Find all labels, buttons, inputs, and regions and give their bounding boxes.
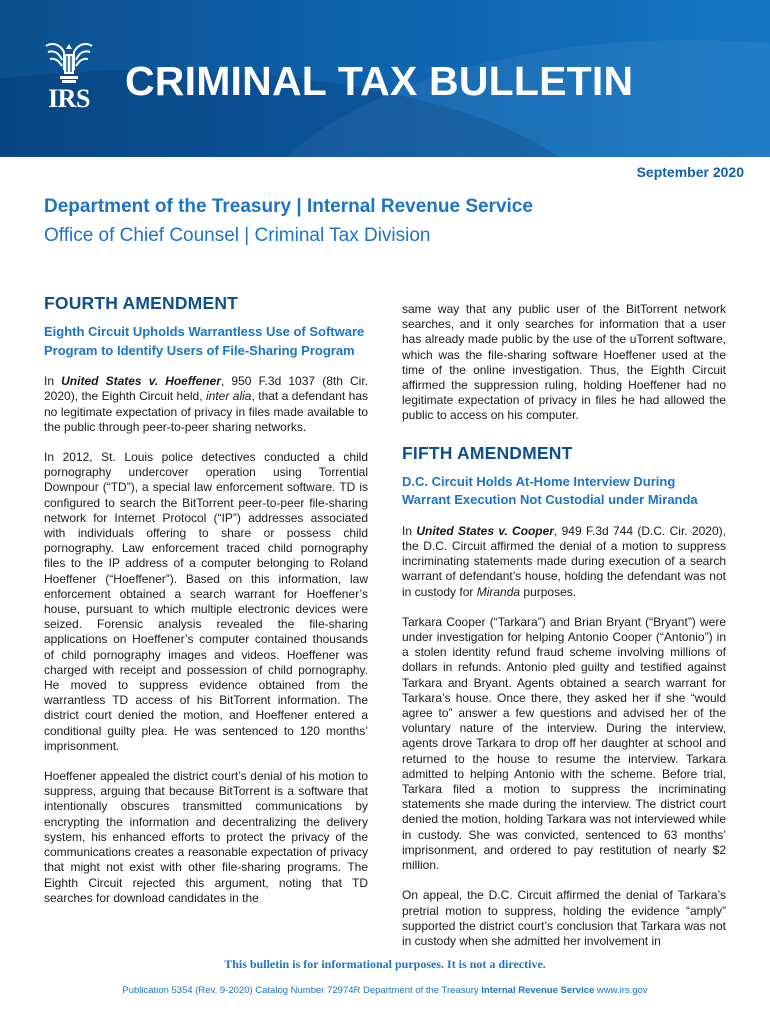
- logo-text: IRS: [48, 84, 90, 113]
- irs-logo: [40, 40, 98, 118]
- paragraph: same way that any public user of the BitTorrent network searches, and it only searches for information that a user has already made public by the use of the uTorrent software, which was the file-sharing software Hoeffener used at the time of the online investigation. Thus, the Eighth Circuit affirmed the suppression ruling, holding Hoeffener had no legitimate expectation of privacy in files he had allowed the public to access on his computer.: [402, 302, 726, 423]
- header-banner: [0, 0, 770, 157]
- paragraph: In 2012, St. Louis police detectives conducted a child pornography undercover operation using Torrential Downpour (“TD”), a special law enforcement software. TD is configured to search the BitTorrent peer-to-peer file-sharing network for Internet Protocol (“IP”) addresses associated with individuals offering to share or possess child pornography. Law enforcement traced child pornography files to the IP address of a computer belonging to Roland Hoeffener (“Hoeffener”). Based on this information, law enforcement obtained a search warrant for Hoeffener’s house, pursuant to which multiple electronic devices were seized. Forensic analysis revealed the file-sharing applications on Hoeffener’s computer contained thousands of child pornography images and videos. Hoeffener was charged with receipt and possession of child pornography. He moved to suppress evidence obtained from the warrantless TD access of his BitTorrent information. The district court denied the motion, and Hoeffener entered a conditional guilty plea. He was sentenced to 120 months’ imprisonment.: [44, 450, 368, 753]
- paragraph: In United States v. Cooper, 949 F.3d 744 (D.C. Cir. 2020), the D.C. Circuit affirmed the denial of a motion to suppress incriminating statements made during execution of a search warrant of defendant’s house, holding the defendant was not in custody for Miranda purposes.: [402, 523, 726, 599]
- case-name: United States v. Cooper: [416, 523, 554, 538]
- office-line: Office of Chief Counsel | Criminal Tax Division: [44, 225, 431, 246]
- paragraph: In United States v. Hoeffener, 950 F.3d 1037 (8th Cir. 2020), the Eighth Circuit held, inter alia, that a defendant has no legitimate expectation of privacy in files made available to the public through peer-to-peer sharing networks.: [44, 374, 368, 434]
- department-line: Department of the Treasury | Internal Revenue Service: [44, 196, 533, 217]
- left-column: [44, 293, 368, 921]
- section-title-fourth-amendment: FOURTH AMENDMENT: [44, 293, 239, 313]
- case-name: United States v. Hoeffener: [61, 374, 221, 389]
- paragraph: Tarkara Cooper (“Tarkara”) and Brian Bryant (“Bryant”) were under investigation for helping Antonio Cooper (“Antonio”) in a stolen identity refund fraud scheme involving millions of dollars in refunds. Antonio pled guilty and testified against Tarkara and Bryant. Agents obtained a search warrant for Tarkara’s house. Once there, they asked her if she “would agree to” answer a few questions and advised her of the voluntary nature of the interview. During the interview, agents drove Tarkara to drop off her daughter at school and returned to the house to resume the interview. Tarkara admitted to helping Antonio with the scheme. Before trial, Tarkara filed a motion to suppress the incriminating statements she made during the interview. The district court denied the motion, holding Tarkara was not interviewed while in custody. She was convicted, sentenced to 63 months’ imprisonment, and ordered to pay restitution of nearly $2 million.: [402, 614, 726, 873]
- case-heading-hoeffener: Eighth Circuit Upholds Warrantless Use of Software Program to Identify Users of File-Sharing Program: [44, 324, 365, 358]
- case-heading-cooper: D.C. Circuit Holds At-Home Interview During Warrant Execution Not Custodial under Miranda: [402, 473, 698, 508]
- disclaimer: This bulletin is for informational purposes. It is not a directive.: [224, 957, 546, 971]
- issue-date: September 2020: [636, 164, 744, 180]
- eagle-icon: [40, 40, 98, 86]
- section-title-fifth-amendment: FIFTH AMENDMENT: [402, 442, 573, 463]
- publication-info: Publication 5354 (Rev. 9-2020) Catalog Number 72974R Department of the Treasury Internal Revenue Service www.irs.gov: [122, 985, 648, 996]
- paragraph: Hoeffener appealed the district court’s denial of his motion to suppress, arguing that because BitTorrent is a software that intentionally obscures transmitted communications by encrypting the information and decentralizing the delivery system, his enhanced efforts to protect the privacy of the communications creates a reasonable expectation of privacy that might not exist with other file-sharing programs. The Eighth Circuit rejected this argument, noting that TD searches for download candidates in the: [44, 769, 368, 905]
- paragraph: On appeal, the D.C. Circuit affirmed the denial of Tarkara’s pretrial motion to suppress, holding the evidence “amply” supported the district court’s conclusion that Tarkara was not in custody when she admitted her involvement in: [402, 888, 726, 948]
- bulletin-title: CRIMINAL TAX BULLETIN: [125, 58, 634, 104]
- right-column: [402, 302, 726, 964]
- agency-name: Internal Revenue Service: [481, 985, 595, 996]
- website-link[interactable]: www.irs.gov: [594, 985, 648, 996]
